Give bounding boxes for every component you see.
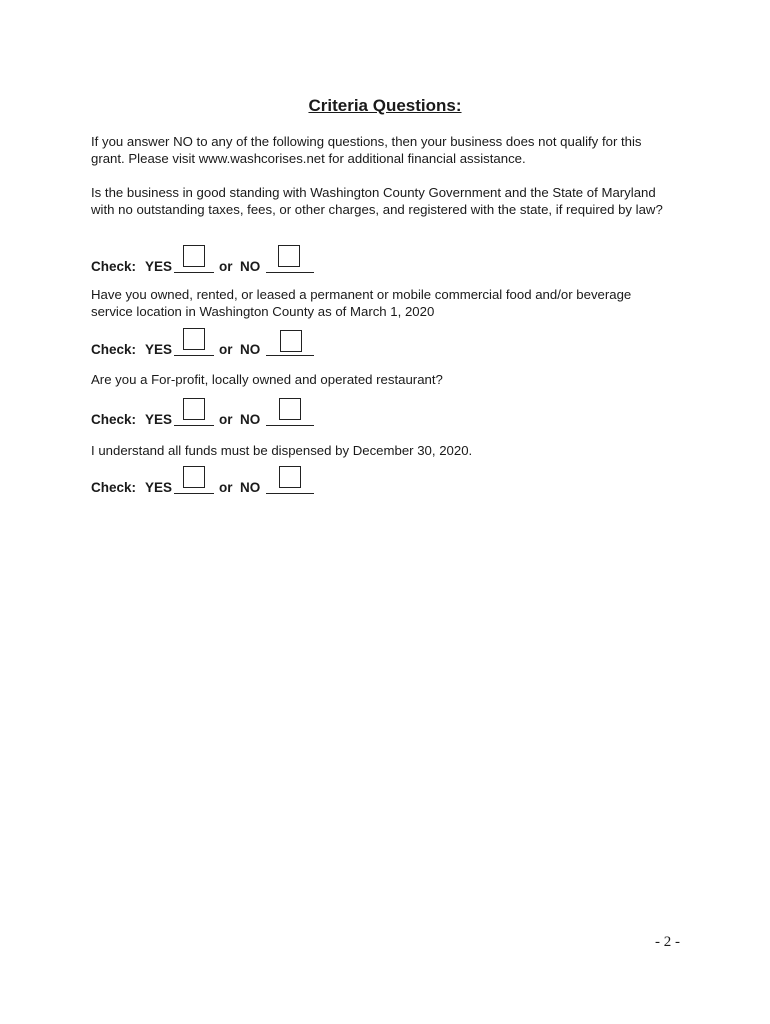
or-label: or (219, 259, 233, 274)
question-4-text: I understand all funds must be dispensed by December 30, 2020. (91, 443, 473, 458)
yes-label: YES (145, 259, 173, 274)
page-title: Criteria Questions: (308, 96, 462, 115)
or-label: or (219, 480, 233, 495)
no-label: NO (240, 480, 261, 495)
question-2-yes-checkbox[interactable] (183, 328, 205, 350)
no-label: NO (240, 412, 261, 427)
question-3-no-checkbox[interactable] (279, 398, 301, 420)
question-3-yes-checkbox[interactable] (183, 398, 205, 420)
question-1-no-checkbox[interactable] (278, 245, 300, 267)
question-3-text: Are you a For-profit, locally owned and operated restaurant? (91, 372, 443, 387)
intro-text: If you answer NO to any of the following questions, then your business does not qualify for this grant. Please visit www.washcorises.net for additional financial assistance. (91, 134, 642, 166)
no-label: NO (240, 259, 261, 274)
yes-label: YES (145, 412, 173, 427)
check-label: Check: (91, 342, 137, 357)
question-1-yes-checkbox[interactable] (183, 245, 205, 267)
page-number: - 2 - (655, 934, 680, 950)
check-label: Check: (91, 259, 137, 274)
check-label: Check: (91, 480, 137, 495)
question-2-no-checkbox[interactable] (280, 330, 302, 352)
no-label: NO (240, 342, 261, 357)
yes-label: YES (145, 480, 173, 495)
or-label: or (219, 342, 233, 357)
yes-label: YES (145, 342, 173, 357)
check-label: Check: (91, 412, 137, 427)
or-label: or (219, 412, 233, 427)
question-1-text: Is the business in good standing with Washington County Government and the State of Maryland with no outstanding taxes, fees, or other charges, and registered with the state, if required by law? (91, 185, 663, 217)
question-4-yes-checkbox[interactable] (183, 466, 205, 488)
question-2-text: Have you owned, rented, or leased a permanent or mobile commercial food and/or beverage service location in Washington County as of March 1, 2020 (91, 287, 632, 319)
question-4-no-checkbox[interactable] (279, 466, 301, 488)
